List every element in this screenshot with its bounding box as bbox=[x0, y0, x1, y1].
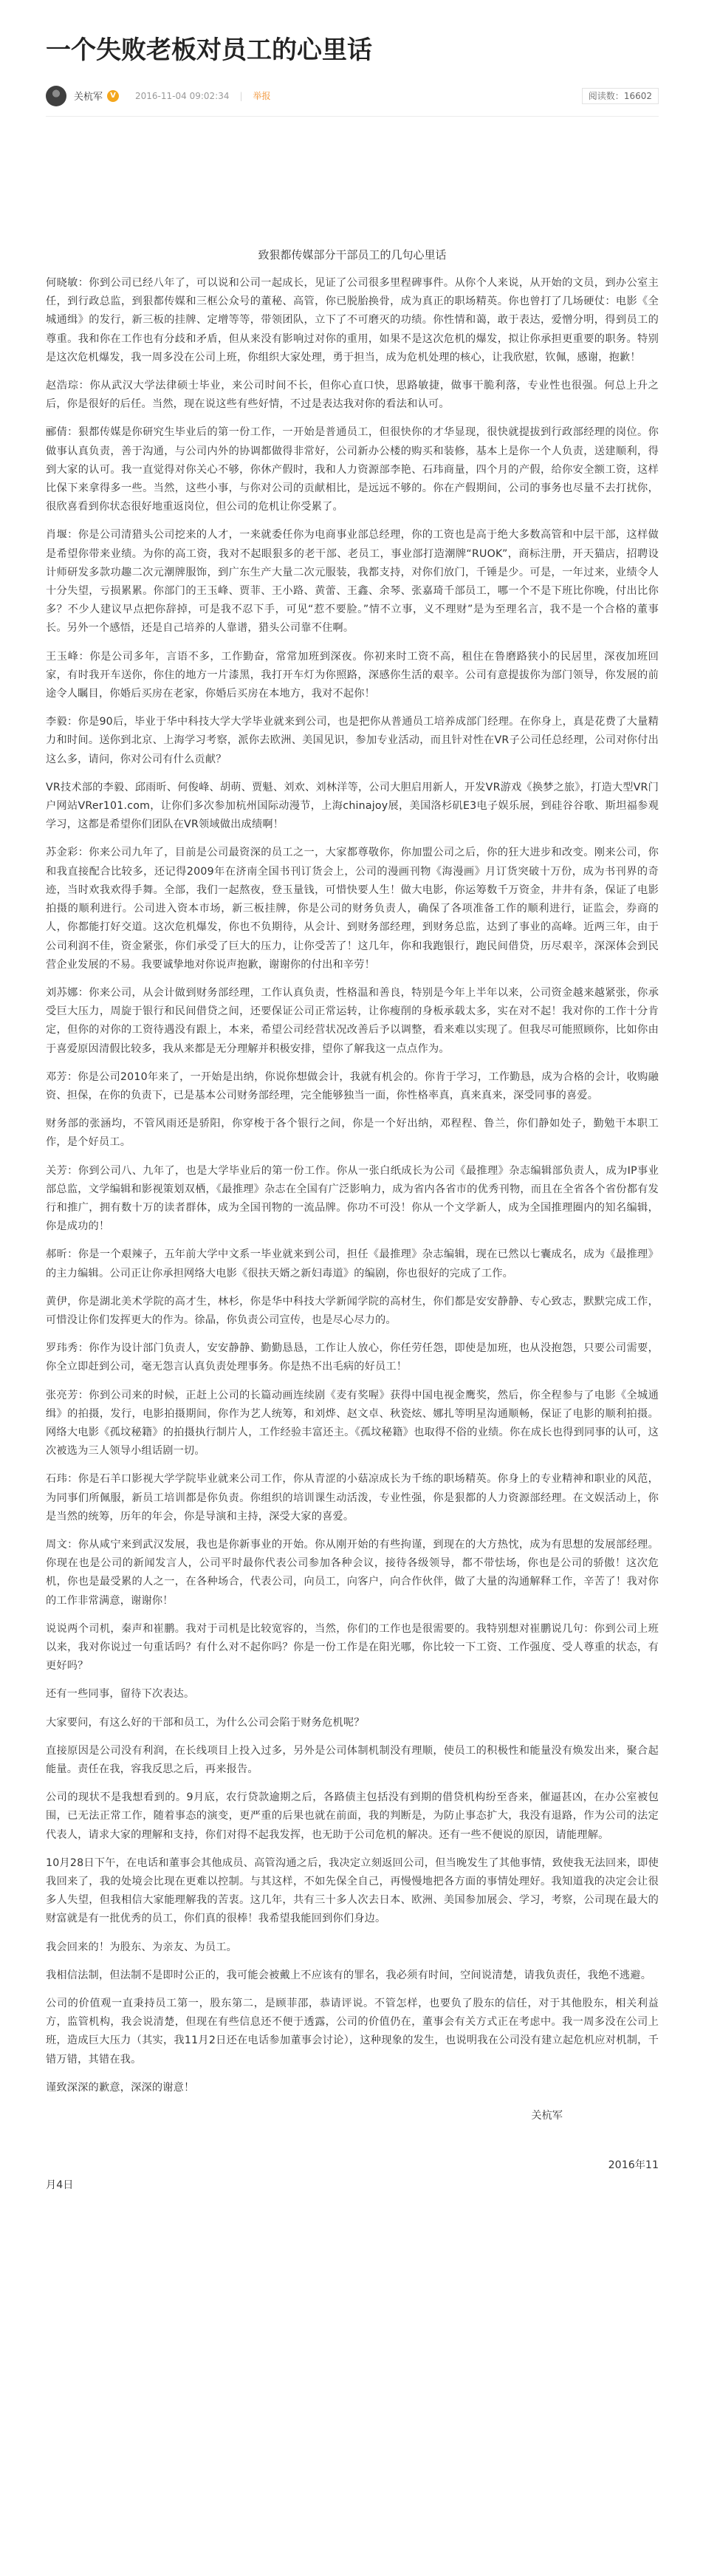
article-paragraph: 关芳：你到公司八、九年了，也是大学毕业后的第一份工作。你从一张白纸成长为公司《最推理》杂志编辑部负责人，成为IP事业部总监，文学编辑和影视策划双栖，《最推理》杂志在全国有广泛影响力，成为省内各省市的优秀刊物，而且在全省各个省份都有发行和推广，拥有数十万的读者群体，成为全国刊物的一流品牌。你功不可没！你从一个文学新人，成为全国推理圈内的知名编辑，你是成功的！ bbox=[46, 1164, 659, 1233]
article-paragraph: 刘苏娜：你来公司，从会计做到财务部经理，工作认真负责，性格温和善良，特别是今年上半年以来，公司资金越来越紧张，你承受巨大压力，周旋于银行和民间借贷之间，还要保证公司正常运转，让你瘦削的身板承载太多，实在对不起！我对你的工作十分肯定，但你的对你的工资待遇没有跟上，本来，希望公司经营状况改善后予以调整，看来难以实现了。但我尽可能照顾你，比如你由于喜爱原因清假比较多，我从来都是无分理解并积极安排，望你了解我这一点点作为。 bbox=[46, 986, 659, 1055]
read-count-box bbox=[582, 88, 659, 104]
article-paragraph: 谨致深深的歉意，深深的谢意！ bbox=[46, 2081, 195, 2094]
article-paragraph: 郝昕：你是一个艰辣子，五年前大学中文系一毕业就来到公司，担任《最推理》杂志编辑，现在已然以七囊成名，成为《最推理》的主力编辑。公司正让你承担网络大电影《很扶天婿之新妇毒道》的编剧，你也很好的完成了工作。 bbox=[46, 1248, 659, 1280]
article-paragraph: 我相信法制，但法制不是即时公正的，我可能会被戴上不应该有的罪名，我必须有时间，空间说清楚，请我负责任，我绝不逃避。 bbox=[46, 1969, 652, 1981]
article-meta-bar bbox=[46, 86, 659, 117]
article-paragraph: 石玮：你是石羊口影视大学学院毕业就来公司工作，你从青涩的小菇凉成长为千练的职场精英。你身上的专业精神和职业的风范，为同事们所佩服，新员工培训都是你负责。你组织的培训课生动活泼，专业性强，你是狠都的人力资源部经理。在文娱活动上，你是当然的统筹，历年的年会，你是导演和主持，深受大家的喜爱。 bbox=[46, 1473, 659, 1523]
meta-divider: | bbox=[239, 90, 243, 101]
article-paragraph: 公司的现状不是我想看到的。9月底，农行贷款逾期之后，各路债主包括没有到期的借贷机构纷至沓来，催逼甚凶，在办公室被包围，已无法正常工作，随着事态的演变，更严重的后果也就在前面，我的判断是，为防止事态扩大，我没有退路，作为公司的法定代表人，请求大家的理解和支持，你们对得不起我发挥，也无助于公司危机的解决。还有一些不便说的原因，请能理解。 bbox=[46, 1791, 659, 1841]
sign-date-line2: 月4日 bbox=[46, 2179, 74, 2192]
article-paragraph: 我会回来的！为股东、为亲友、为员工。 bbox=[46, 1941, 237, 1953]
publish-date: 2016-11-04 09:02:34 bbox=[135, 90, 230, 101]
article-paragraph: 大家要问，有这么好的干部和员工，为什么公司会陷于财务危机呢？ bbox=[46, 1716, 365, 1729]
article-paragraph: VR技术部的李毅、邱雨昕、何俊峰、胡萌、贾魁、刘欢、刘林洋等，公司大胆启用新人，开发VR游戏《换梦之旅》，打造大型VR门户网站VRer101.com，让你们多次参加杭州国际动漫节，上海chinajoy展，美国洛杉矶E3电子娱乐展，到硅谷谷歌、斯坦福参观学习，这都是希望你们团队在VR领域做出成绩啊！ bbox=[46, 781, 659, 831]
article-paragraph: 说说两个司机，秦声和崔鹏。我对于司机是比较宽容的，当然，你们的工作也是很需要的。我特别想对崔鹏说几句：你到公司上班以来，我对你说过一句重话吗？有什么对不起你吗？你是一份工作是在阳光哪，你比较一下工资、工作强度、受人尊重的状态，有更好吗？ bbox=[46, 1622, 659, 1673]
signature: 关杭军 bbox=[531, 2110, 563, 2122]
author-name[interactable]: 关杭军 bbox=[74, 92, 103, 103]
article-paragraph: 周文：你从咸宁来到武汉发展，我也是你新事业的开始。你从刚开始的有些拘谨，到现在的大方热忱，成为有思想的发展部经理。你现在也是公司的新闻发言人，公司平时最你代表公司参加各种会议，接待各级领导，都不带怯场，你也是公司的骄傲！这次危机，你也是最受累的人之一，在各种场合，代表公司，向员工，向客户，向合作伙伴，做了大量的沟通解释工作，辛苦了！我对你的工作非常满意，谢谢你！ bbox=[46, 1538, 659, 1607]
article-paragraph: 还有一些同事，留待下次表达。 bbox=[46, 1688, 195, 1701]
article-paragraph: 肖堰：你是公司清猎头公司挖来的人才，一来就委任你为电商事业部总经理，你的工资也是高于绝大多数高管和中层干部，这样做是希望你带来业绩。为你的高工资，我对不起眼狠多的老干部、老员工，事业部打造潮牌“RUOK”，商标注册，开天猫店，招聘设计师研发多款功趣二次元潮牌服饰，到广东生产大量二次元服装，我都支持，对你们放门，千锤是少。可是，一年过来，业绩令人十分失望，亏损累累。你部门的王玉峰、贾菲、王小路、黄蕾、王鑫、余琴、张嘉琦千部员工，哪一个不是下班比你晚，付出比你多？不少人建议早点把你辞掉，可是我不忍下手，可见“惹不要脸。”情不立事，义不理财”是为至理名言，我不是一个合格的董事长。另外一个感悟，还是自己培养的人靠谱，猎头公司靠不住啊。 bbox=[46, 529, 659, 635]
article-paragraph: 王玉峰：你是公司多年，言语不多，工作勤奋，常常加班到深夜。你初来时工资不高，租住在鲁磨路狭小的民居里，深夜加班回家，有时我开车送你，你住的地方一片漆黑，我打开车灯为你照路，深感你生活的艰辛。公司有意提拔你为部门领导，你发展的前途令人瞩目，你婚后买房在老家，你婚后买房在本地方，我对不起你！ bbox=[46, 650, 659, 700]
read-count-value: 16602 bbox=[623, 91, 652, 101]
article-paragraph: 直接原因是公司没有利润，在长线项目上投入过多，另外是公司体制机制没有理顺，使员工的积极性和能量没有焕发出来，聚合起能量。责任在我，容我反思之后，再来报告。 bbox=[46, 1744, 659, 1776]
article-paragraph: 公司的价值观一直秉持员工第一，股东第二，是顾菲邵，恭请评说。不管怎样，也要负了股东的信任，对于其他股东，相关利益方，监管机构，我会说清楚，但现在有些信息还不便于透露，公司的价值仍在，董事会有关方式正在考虑中。我一周多没在公司上班，造成巨大压力（其实，我11月2日还在电话参加董事会讨论），这种现象的发生，也说明我在公司没有建立起危机应对机制，千错万错，其错在我。 bbox=[46, 1998, 659, 2066]
article-paragraph: 邓芳：你是公司2010年来了，一开始是出纳，你说你想做会计，我就有机会的。你肯于学习，工作勤恳，成为合格的会计，收购融资、担保，在你的负责下，已是基本公司财务部经理，完全能够独当一面，你性格率真，真来真来，深受同事的喜爱。 bbox=[46, 1070, 659, 1101]
article-paragraph: 财务部的张涵均，不管风雨还是骄阳，你穿梭于各个银行之间，你是一个好出纳，邓程程、鲁兰，你们静如处子，勤勉干本职工作，是个好员工。 bbox=[46, 1118, 659, 1149]
read-count bbox=[582, 89, 659, 102]
author-avatar[interactable] bbox=[46, 86, 66, 106]
read-count-label: 阅读数： bbox=[588, 91, 624, 101]
article-paragraph: 赵浩琮：你从武汉大学法律硕士毕业，来公司时间不长，但你心直口快，思路敏捷，做事干脆利落，专业性也很强。何总上升之后，你是很好的后任。当然，现在说这些有些好情，不过是表达我对你的看法和认可。 bbox=[46, 380, 659, 411]
paragraph-list bbox=[46, 274, 659, 2097]
report-link[interactable]: 举报 bbox=[253, 91, 271, 101]
article-paragraph: 郦倩：狠都传媒是你研究生毕业后的第一份工作，一开始是普通员工，但很快你的才华显现，很快就提拔到行政部经理的岗位。你做事认真负责，善于沟通，与公司内外的协调都做得非常好，公司新办公楼的购买和装修，基本上是你一个人负责，送建顺利，得到大家的认可。我一直觉得对你关心不够，你休产假时，我和人力资源部李艳、石玮商量，四个月的产假，给你安全额工资，这样比保下来拿得多一些。当然，这些小事，与你对公司的贡献相比，是远远不够的。你在产假期间，公司的事务也尽量不去打扰你，很欣喜看到你状态很好地重返岗位，但公司的危机让你受累了。 bbox=[46, 426, 659, 513]
article-body bbox=[46, 247, 659, 2196]
article-paragraph: 张亮芳：你到公司来的时候，正赶上公司的长篇动画连续剧《麦有奖喔》获得中国电视金鹰奖，然后，你全程参与了电影《全城通缉》的拍摄，发行，电影拍摄期间，你作为艺人统筹，和刘烨、赵文卓、秋瓷炫、娜扎等明星沟通顺畅，保证了电影的顺利拍摄。网络大电影《孤坟秘籍》的拍摄执行制片人，工作经验丰富还主。《孤坟秘籍》也取得不俗的业绩。你在成长也得到同事的认可，这次被选为三人领导小组话剧一切。 bbox=[46, 1389, 659, 1458]
article-paragraph: 何晓敏：你到公司已经八年了，可以说和公司一起成长，见证了公司很多里程碑事件。从你个人来说，从开始的文员，到办公室主任，到行政总监，到狠都传媒和三框公众号的董秘、高管，你已脱胎换骨，成为真正的职场精英。你也曾打了几场硬仗：电影《全城通缉》的发行，新三板的挂牌、定增等等，带领团队，立下了不可磨灭的功绩。你性情和蔼，敢于表达，爱憎分明，得到员工的尊重。我和你在工作也有分歧和矛盾，但从来没有影响过对你的重用，如果不是这次危机的爆发，拟让你承担更重要的职务。特别是这次危机爆发，我一周多没在公司上班，你组织大家处理，勇于担当，成为危机处理的核心，让我欣慰，钦佩，感谢，抱歉！ bbox=[46, 277, 659, 363]
article-title: 一个失败老板对员工的心里话 bbox=[46, 35, 372, 65]
verified-badge-icon: V bbox=[107, 90, 119, 102]
article-subtitle: 致狠都传媒部分干部员工的几句心里话 bbox=[258, 248, 447, 262]
article-paragraph: 苏金彩：你来公司九年了，目前是公司最资深的员工之一，大家都尊敬你，你加盟公司之后，你的狂大进步和改变。刚来公司，你和我直接配合比较多，还记得2009年在济南全国书刊订货会上，公司的漫画刊物《海漫画》月订货突破十万份，成为书刊界的奇迹，当时欢我欢得手舞。全部，我们一起熬夜，登玉量钱，可惜快要人生！做大电影，你运筹数千万资金，井井有条，保证了电影拍摄的顺利进行。公司进入资本市场，新三板挂牌，你是公司的财务负责人，确保了各项准备工作的顺利进行，证监会，券商的人，你都能打好交道。这次危机爆发，你也不负期待，从会计、到财务部经理，到财务总监，达到了事业的高峰。近两三年，由于公司利润不佳，资金紧张，你们承受了巨大的压力，让你受苦了！这几年，你和我跑银行，跑民间借贷，历尽艰辛，深深体会到民营企业发展的不易。我要诚挚地对你说声抱歉，谢谢你的付出和辛劳！ bbox=[46, 847, 659, 971]
article-paragraph: 10月28日下午，在电话和董事会其他成员、高管沟通之后，我决定立刻返回公司，但当晚发生了其他事情，致使我无法回来，即使我回来了，我的处境会比现在更难以控制。与其这样，不如先保全自己，再慢慢地把各方面的事情处理好。我知道我的决定会让很多人失望，但我相信大家能理解我的苦衷。这几年，共有三十多人次去日本、欧洲、美国参加展会、学习，考察，公司现在最大的财富就是有一批优秀的员工，你们真的很棒！我希望我能回到你们身边。 bbox=[46, 1856, 659, 1925]
article-paragraph: 李毅：你是90后，毕业于华中科技大学大学毕业就来到公司，也是把你从普通员工培养成部门经理。在你身上，真是花费了大量精力和时间。送你到北京、上海学习考察，派你去欧洲、美国见识，参加专业活动，而且针对性在VR子公司任总经理，公司对你付出这么多，请问，你对公司有什么贡献？ bbox=[46, 716, 659, 765]
article-paragraph: 黄伊，你是湖北美术学院的高才生，林杉，你是华中科技大学新闻学院的高材生，你们都是安安静静、专心致志，默默完成工作，可惜没让你们发挥更大的作为。徐晶，你负责公司宣传，也是尽心尽力的。 bbox=[46, 1295, 659, 1326]
article-paragraph: 罗玮秀：你作为设计部门负责人，安安静静、勤勤恳恳，工作让人放心，你任劳任怨，即使是加班，也从没抱怨，只要公司需要，你全立即赶到公司，毫无怨言认真负责处理事务。你是热不出毛病的好员工！ bbox=[46, 1342, 659, 1373]
sign-date-line1: 2016年11 bbox=[608, 2159, 659, 2172]
